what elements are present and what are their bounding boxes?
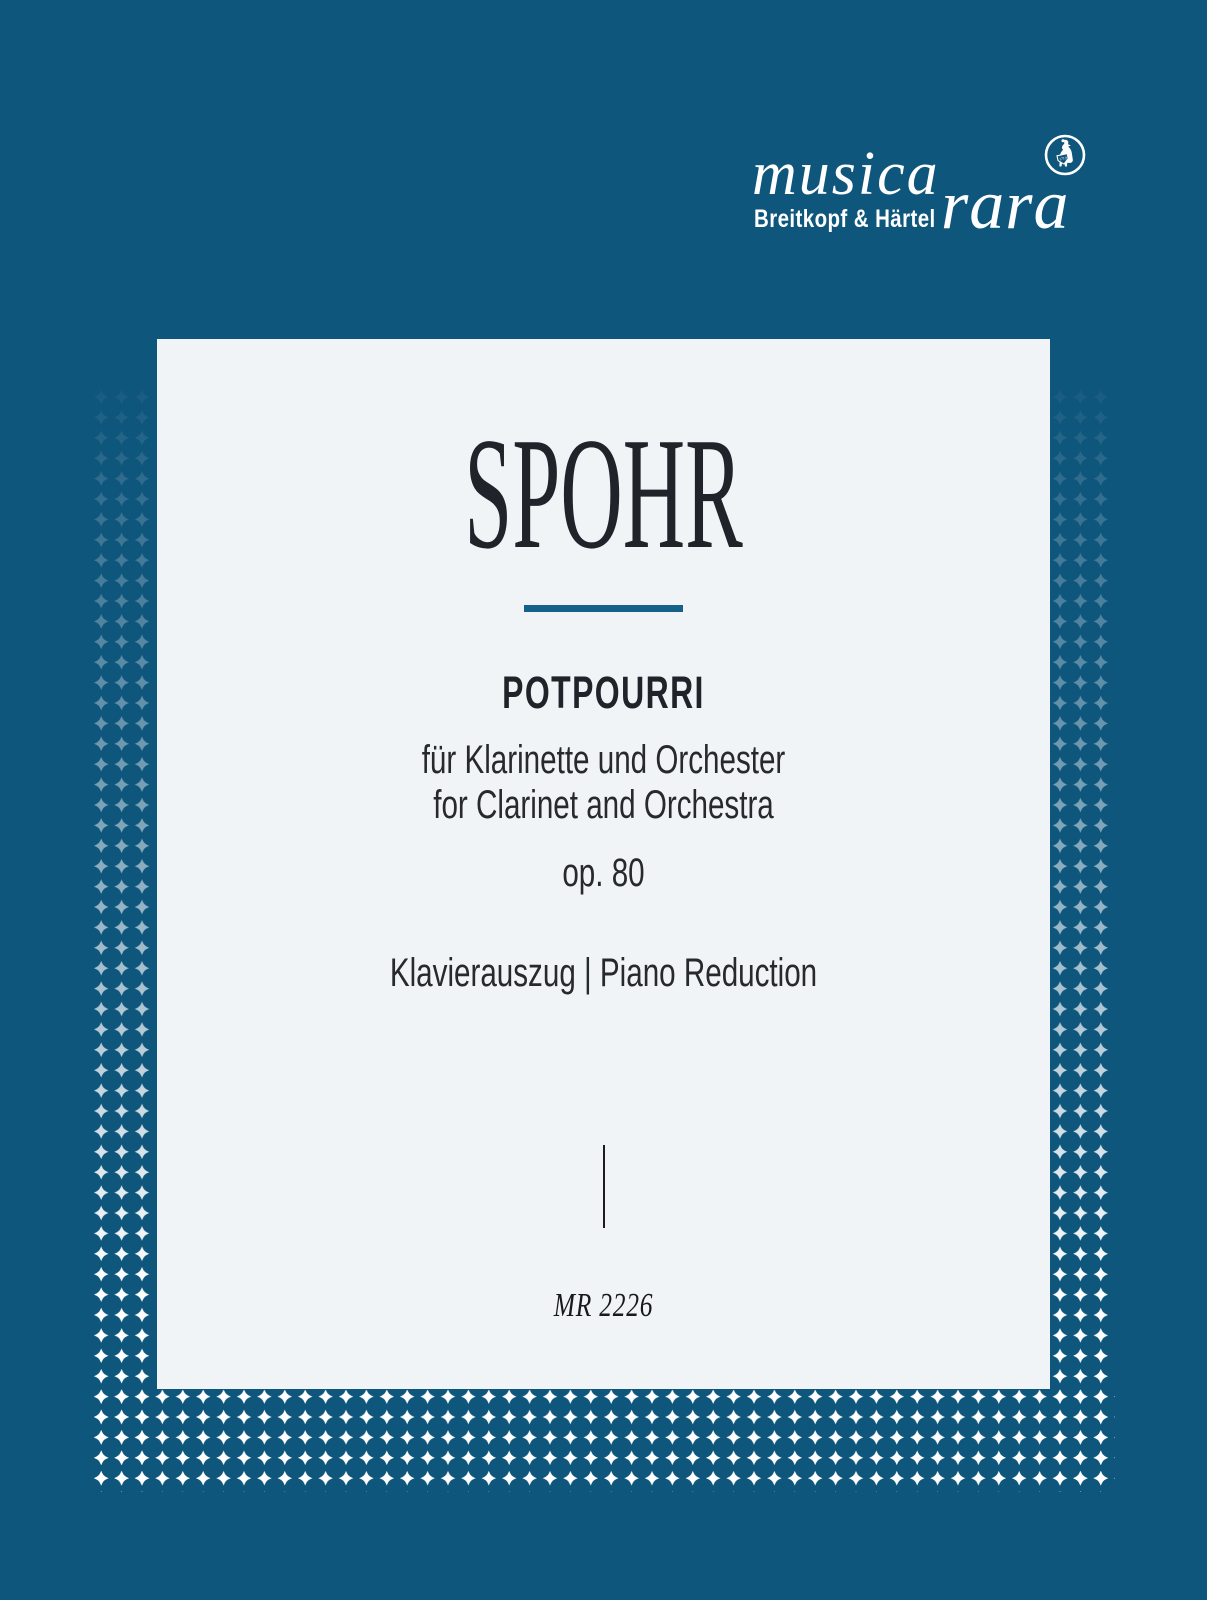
opus-number: op. 80 [562, 851, 645, 895]
subtitle-english: for Clarinet and Orchestra [433, 783, 774, 827]
brand-rara: rara [941, 167, 1070, 244]
brand-breitkopf-haertel: Breitkopf & Härtel [754, 205, 936, 233]
divider-vertical-line [603, 1145, 605, 1228]
accent-rule [524, 605, 683, 612]
brand-musica: musica [752, 140, 940, 208]
bear-emblem-icon [1044, 134, 1086, 176]
catalog-number: MR 2226 [553, 1287, 654, 1324]
composer-name: SPOHR [464, 404, 743, 582]
work-title: POTPOURRI [502, 667, 705, 718]
emblem-year: 1719 [1058, 156, 1068, 162]
publisher-logo [0, 0, 1207, 260]
title-panel [157, 339, 1050, 1389]
subtitle-german: für Klarinette und Orchester [421, 738, 786, 782]
edition-type: Klavierauszug | Piano Reduction [389, 951, 818, 995]
